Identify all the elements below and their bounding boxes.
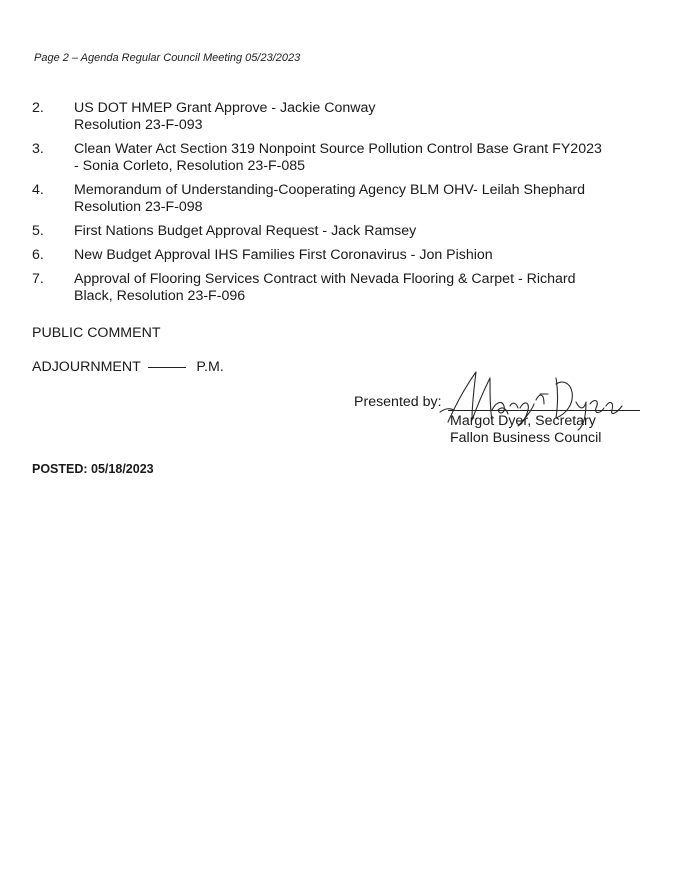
signer-name-title: Margot Dyer, Secretary	[450, 413, 596, 429]
agenda-item-text: New Budget Approval IHS Families First Coronavirus - Jon Pishion	[74, 247, 493, 263]
agenda-item-text: Approval of Flooring Services Contract with Nevada Flooring & Carpet - Richard Black, Resolution 23-F-096	[74, 271, 576, 304]
agenda-item	[32, 271, 662, 305]
agenda-item-number: 6.	[32, 247, 44, 263]
agenda-item-number: 4.	[32, 182, 44, 198]
posted-date: POSTED: 05/18/2023	[32, 462, 154, 476]
agenda-item-number: 2.	[32, 100, 44, 116]
agenda-item-number: 3.	[32, 141, 44, 157]
agenda-item	[32, 100, 662, 134]
running-header: Page 2 – Agenda Regular Council Meeting 05/23/2023	[34, 52, 301, 64]
signer-organization: Fallon Business Council	[450, 430, 602, 446]
adjournment-time-blank	[148, 367, 186, 368]
agenda-item-text: Memorandum of Understanding-Cooperating Agency BLM OHV- Leilah Shephard Resolution 23-F-098	[74, 182, 586, 215]
agenda-item	[32, 141, 662, 175]
adjournment-line	[32, 359, 224, 376]
presented-by-label: Presented by:	[354, 394, 442, 410]
agenda-item-text: Clean Water Act Section 319 Nonpoint Source Pollution Control Base Grant FY2023 - Sonia Corleto, Resolution 23-F-085	[74, 141, 602, 174]
agenda-item-text: US DOT HMEP Grant Approve - Jackie Conway Resolution 23-F-093	[74, 100, 376, 133]
agenda-list	[32, 100, 662, 312]
public-comment-heading: PUBLIC COMMENT	[32, 325, 161, 341]
signer-block	[450, 413, 601, 447]
agenda-item-text: First Nations Budget Approval Request - Jack Ramsey	[74, 223, 417, 239]
adjournment-label: ADJOURNMENT	[32, 359, 141, 375]
agenda-item-number: 7.	[32, 271, 44, 287]
agenda-item	[32, 182, 662, 216]
adjournment-suffix: P.M.	[196, 359, 224, 375]
signature-line	[448, 410, 640, 411]
agenda-item	[32, 223, 662, 240]
agenda-item	[32, 247, 662, 264]
agenda-item-number: 5.	[32, 223, 44, 239]
